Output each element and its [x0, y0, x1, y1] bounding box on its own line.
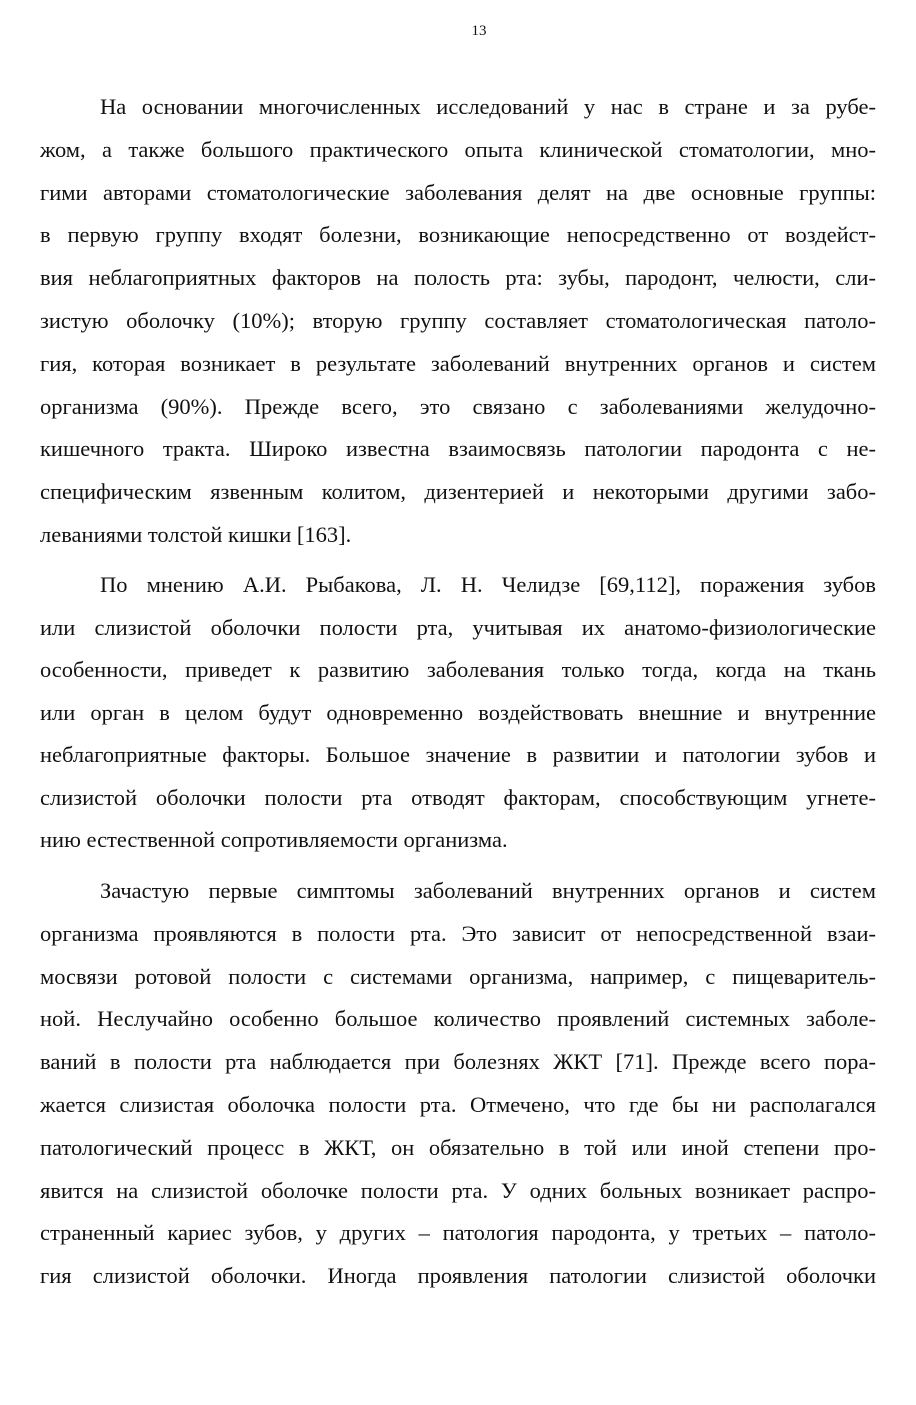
text-line: ваний в полости рта наблюдается при болезнях ЖКТ [71]. Прежде всего пора-: [40, 1049, 876, 1075]
text-line: зистую оболочку (10%); вторую группу составляет стоматологическая патоло-: [40, 307, 876, 333]
text-line: нию естественной сопротивляемости организма.: [40, 827, 508, 852]
text-line: жом, а также большого практического опыта клинической стоматологии, мно-: [40, 136, 876, 162]
text-line: жается слизистая оболочка полости рта. Отмечено, что где бы ни располагался: [40, 1091, 876, 1117]
text-line: гими авторами стоматологические заболевания делят на две основные группы:: [40, 179, 876, 205]
text-line: гия, которая возникает в результате заболеваний внутренних органов и систем: [40, 350, 876, 376]
text-line: неблагоприятные факторы. Большое значение в развитии и патологии зубов и: [40, 742, 876, 767]
paragraph-1: [40, 86, 876, 557]
text-line: мосвязи ротовой полости с системами организма, например, с пищеваритель-: [40, 963, 876, 989]
text-line: патологический процесс в ЖКТ, он обязательно в той или иной степени про-: [40, 1134, 876, 1160]
text-line: гия слизистой оболочки. Иногда проявления патологии слизистой оболочки: [40, 1263, 876, 1289]
text-line: кишечного тракта. Широко известна взаимосвязь патологии пародонта с не-: [40, 436, 876, 462]
text-line: ной. Неслучайно особенно большое количество проявлений системных заболе-: [40, 1006, 876, 1032]
text-line: вия неблагоприятных факторов на полость рта: зубы, пародонт, челюсти, сли-: [40, 265, 876, 291]
text-line: в первую группу входят болезни, возникающие непосредственно от воздейст-: [40, 222, 876, 248]
text-line: организма проявляются в полости рта. Это зависит от непосредственной взаи-: [40, 920, 876, 946]
text-line: Зачастую первые симптомы заболеваний внутренних органов и систем: [100, 878, 876, 903]
page-number: 13: [471, 23, 487, 39]
text-line: страненный кариес зубов, у других – патология пародонта, у третьих – патоло-: [40, 1220, 876, 1246]
text-line: специфическим язвенным колитом, дизентерией и некоторыми другими забо-: [40, 479, 876, 505]
text-line: особенности, приведет к развитию заболевания только тогда, когда на ткань: [40, 657, 876, 682]
text-line: или орган в целом будут одновременно воздействовать внешние и внутренние: [40, 699, 876, 725]
paragraph-2: [40, 564, 876, 862]
paragraph-3: [40, 870, 876, 1298]
text-line: По мнению А.И. Рыбакова, Л. Н. Челидзе [69,112], поражения зубов: [100, 572, 876, 597]
text-line: леваниями толстой кишки [163].: [40, 521, 352, 547]
text-line: слизистой оболочки полости рта отводят факторам, способствующим угнете-: [40, 784, 876, 810]
text-line: явится на слизистой оболочке полости рта. У одних больных возникает распро-: [40, 1177, 876, 1203]
text-line: На основании многочисленных исследований у нас в стране и за рубе-: [100, 94, 876, 119]
text-line: организма (90%). Прежде всего, это связано с заболеваниями желудочно-: [40, 393, 876, 419]
text-line: или слизистой оболочки полости рта, учитывая их анатомо-физиологические: [40, 614, 876, 640]
